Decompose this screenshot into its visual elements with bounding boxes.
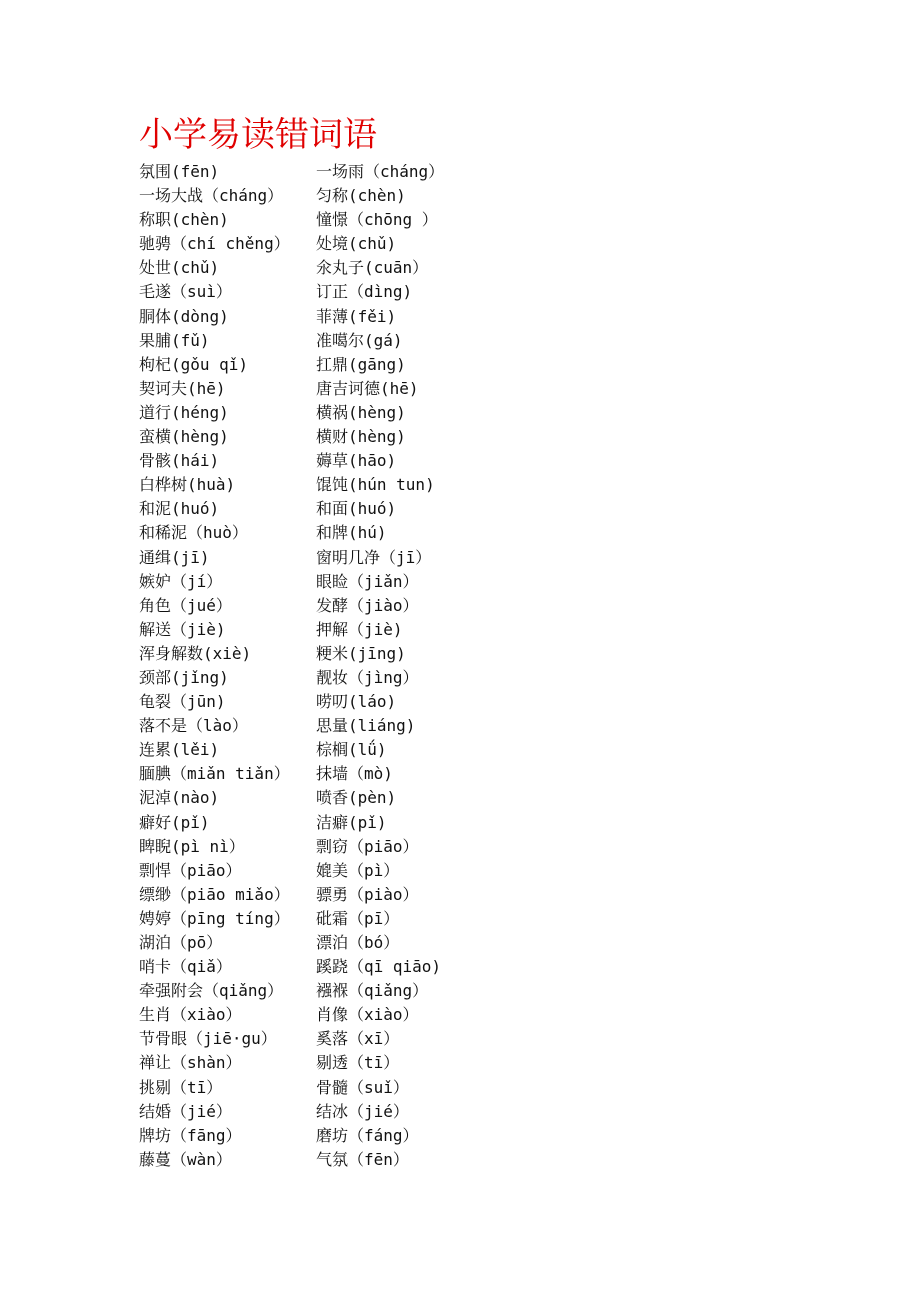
- word-list-left: [139, 160, 290, 1172]
- word-entry: 癖好(pǐ): [139, 812, 210, 832]
- word-entry: 嫉妒（jí）: [139, 571, 223, 591]
- word-entry: 一场雨（cháng）: [316, 162, 445, 181]
- word-entry: 肖像（xiào）: [316, 1005, 419, 1025]
- word-entry: 腼腆（miǎn tiǎn）: [139, 764, 290, 784]
- word-entry: 骠勇（piào）: [316, 884, 419, 904]
- word-entry: 和面(huó): [316, 499, 397, 519]
- word-entry: 粳米(jīng): [316, 643, 406, 663]
- word-entry: 氽丸子(cuān）: [316, 258, 429, 278]
- word-entry: 蛮横(hèng): [139, 427, 229, 447]
- word-entry: 称职(chèn): [139, 210, 229, 230]
- word-entry: 浑身解数(xiè): [139, 643, 252, 663]
- word-entry: 眼睑（jiǎn）: [316, 571, 419, 591]
- word-entry: 骨髓（suǐ）: [316, 1077, 409, 1097]
- word-entry: 匀称(chèn): [316, 186, 406, 206]
- word-entry: 哨卡（qiǎ）: [139, 957, 232, 977]
- word-entry: 窗明几净（jī）: [316, 547, 432, 567]
- word-entry: 牵强附会（qiǎng）: [139, 981, 284, 1001]
- word-entry: 唐吉诃德(hē): [316, 378, 419, 398]
- word-entry: 果脯(fǔ): [139, 330, 210, 350]
- word-entry: 连累(lěi): [139, 740, 220, 760]
- word-entry: 洁癖(pǐ): [316, 812, 387, 832]
- word-entry: 胴体(dòng): [139, 306, 229, 326]
- word-entry: 缥缈（piāo miǎo）: [139, 884, 290, 904]
- word-entry: 湖泊（pō）: [139, 933, 223, 952]
- word-entry: 和泥(huó): [139, 499, 220, 519]
- word-entry: 棕榈(lǘ): [316, 740, 387, 760]
- word-entry: 角色（jué）: [139, 595, 232, 615]
- word-entry: 横祸(hèng): [316, 402, 406, 422]
- word-entry: 剽悍（piāo）: [139, 860, 242, 880]
- word-entry: 唠叨(láo): [316, 692, 397, 712]
- word-entry: 生肖（xiào）: [139, 1005, 242, 1025]
- word-entry: 解送（jiè): [139, 619, 226, 639]
- word-entry: 订正（dìng): [316, 282, 413, 302]
- word-entry: 氛围(fēn): [139, 162, 220, 181]
- word-entry: 睥睨(pì nì）: [139, 836, 245, 856]
- word-entry: 薅草(hāo): [316, 451, 397, 471]
- page-title: 小学易读错词语: [139, 115, 377, 155]
- word-entry: 牌坊（fāng）: [139, 1125, 242, 1145]
- word-entry: 砒霜（pī）: [316, 908, 400, 928]
- word-entry: 憧憬（chōng ）: [316, 210, 438, 230]
- word-entry: 结婚（jié）: [139, 1101, 232, 1121]
- word-entry: 和牌(hú): [316, 523, 387, 543]
- word-entry: 处境(chǔ): [316, 234, 397, 254]
- word-entry: 节骨眼（jiē·gu）: [139, 1029, 277, 1049]
- word-entry: 契诃夫(hē): [139, 378, 226, 398]
- word-entry: 扛鼎(gāng): [316, 354, 406, 374]
- word-entry: 喷香(pèn): [316, 788, 397, 808]
- word-entry: 襁褓（qiǎng）: [316, 981, 429, 1001]
- word-entry: 和稀泥（huò）: [139, 523, 248, 543]
- word-entry: 挑剔（tī）: [139, 1077, 223, 1097]
- word-entry: 抹墙（mò): [316, 764, 393, 784]
- word-entry: 道行(héng): [139, 402, 229, 422]
- word-entry: 娉婷（pīng tíng）: [139, 908, 290, 928]
- word-entry: 泥淖(nào): [139, 788, 220, 808]
- word-entry: 剔透（tī）: [316, 1053, 400, 1073]
- word-entry: 靓妆（jìng）: [316, 667, 419, 687]
- word-entry: 思量(liáng): [316, 716, 416, 736]
- word-entry: 菲薄(fěi): [316, 306, 397, 326]
- word-entry: 通缉(jī): [139, 547, 210, 567]
- word-entry: 禅让（shàn）: [139, 1053, 242, 1073]
- word-entry: 准噶尔(gá): [316, 330, 403, 350]
- word-entry: 白桦树(huà): [139, 475, 236, 495]
- word-entry: 颈部(jǐng): [139, 667, 229, 687]
- word-entry: 押解（jiè): [316, 619, 403, 639]
- word-entry: 媲美（pì）: [316, 860, 400, 880]
- word-entry: 发酵（jiào）: [316, 595, 419, 615]
- word-entry: 剽窃（piāo）: [316, 836, 419, 856]
- word-entry: 藤蔓（wàn）: [139, 1149, 232, 1169]
- word-entry: 馄饨(hún tun): [316, 475, 435, 495]
- word-entry: 骨骸(hái): [139, 451, 220, 471]
- word-entry: 漂泊（bó）: [316, 933, 400, 952]
- word-entry: 龟裂（jūn): [139, 692, 226, 712]
- word-entry: 蹊跷（qī qiāo): [316, 957, 442, 977]
- word-entry: 驰骋（chí chěng）: [139, 234, 290, 254]
- word-entry: 一场大战（cháng）: [139, 186, 284, 206]
- word-entry: 枸杞(gǒu qǐ): [139, 354, 249, 374]
- word-entry: 横财(hèng): [316, 427, 406, 447]
- word-entry: 结冰（jié）: [316, 1101, 409, 1121]
- word-entry: 气氛（fēn）: [316, 1149, 409, 1169]
- word-entry: 处世(chǔ): [139, 258, 220, 278]
- word-entry: 落不是（lào）: [139, 716, 248, 736]
- word-list-right: [316, 160, 444, 1172]
- word-entry: 磨坊（fáng）: [316, 1125, 419, 1145]
- word-entry: 奚落（xī）: [316, 1029, 400, 1049]
- word-entry: 毛遂（suì）: [139, 282, 232, 302]
